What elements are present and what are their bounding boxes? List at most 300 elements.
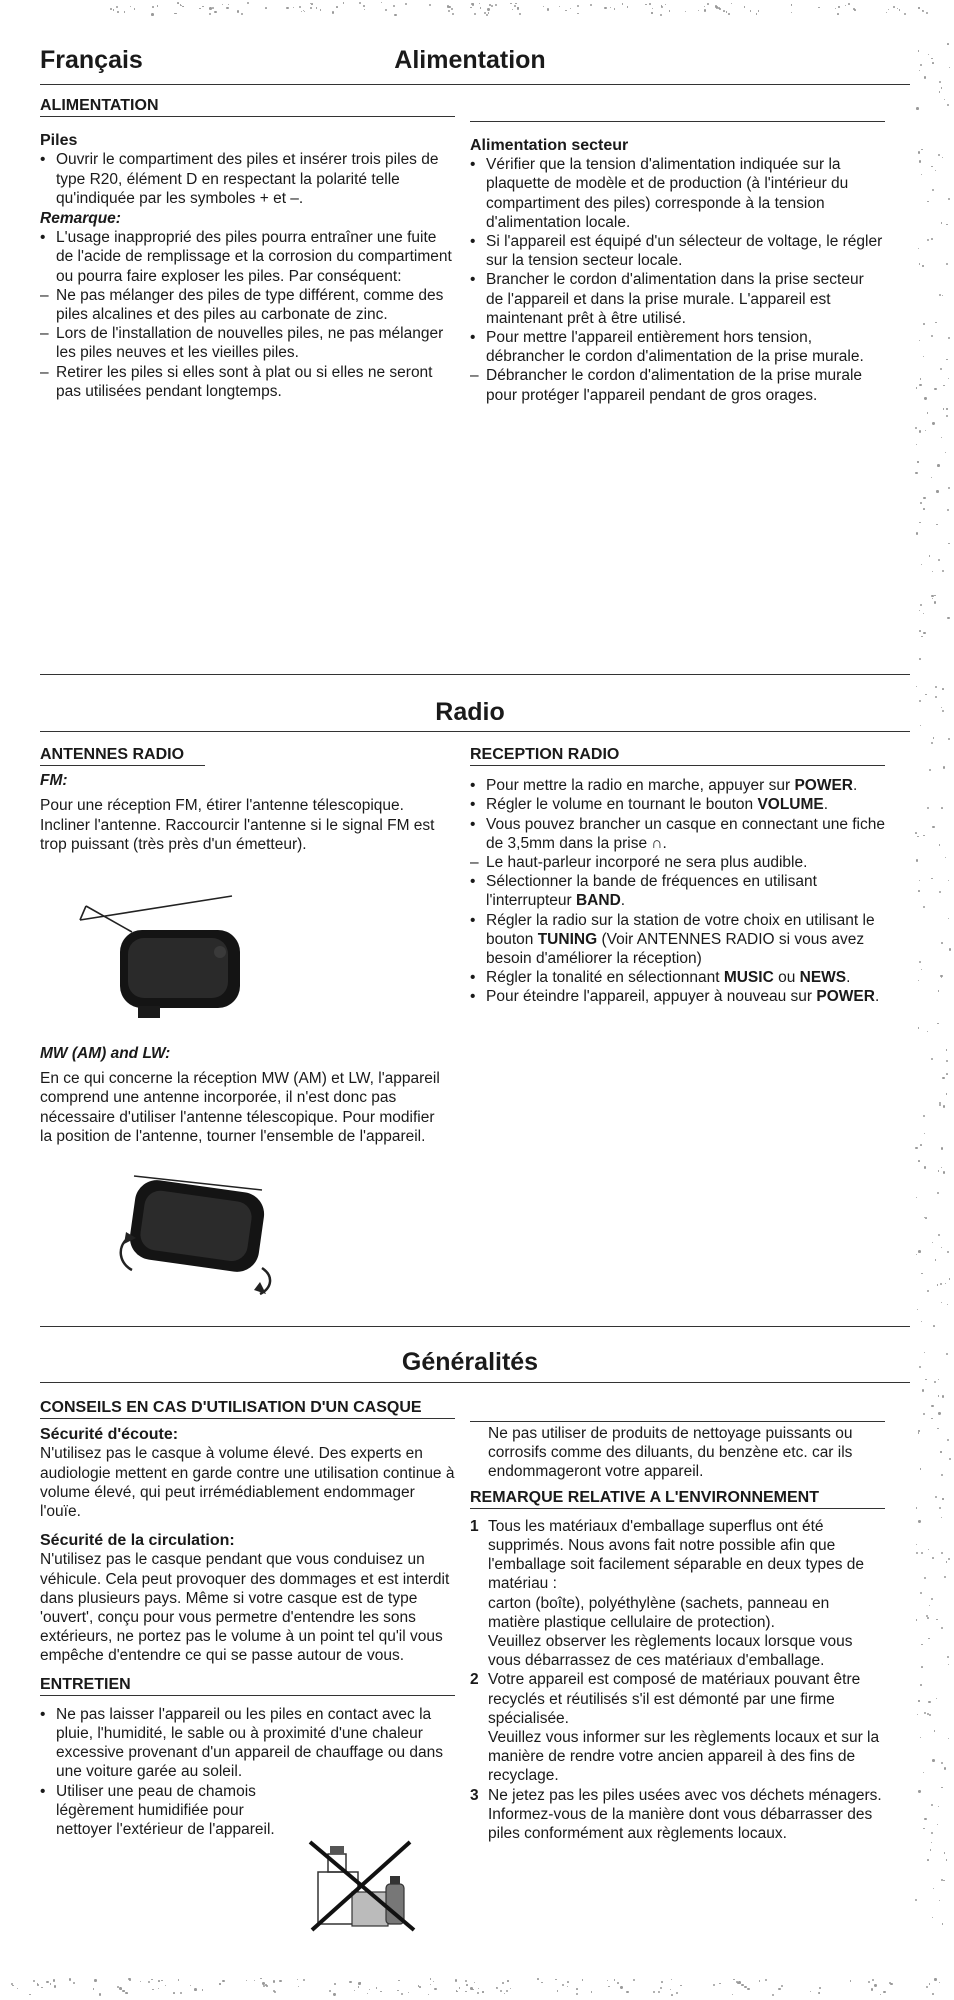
list-item: • Ouvrir le compartiment des piles et insérer trois piles de type R20, élément D en respectant la polarité telle qu'indiquée par les symboles + et –.	[40, 151, 439, 207]
speck	[939, 294, 941, 296]
speck	[920, 725, 921, 726]
speck	[698, 10, 699, 11]
list-item: • Régler le volume en tournant le bouton VOLUME.	[470, 796, 829, 814]
speck	[781, 1985, 783, 1987]
speck	[576, 1993, 579, 1996]
speck	[474, 1982, 475, 1983]
speck	[934, 1381, 936, 1383]
circulation-title: Sécurité de la circulation:	[40, 1532, 235, 1550]
mw-text: En ce qui concerne la réception MW (AM) et LW, l'appareil comprend une antenne incorporée, il n'est donc pas nécessaire d'utiliser l'antenne télescopique. Pour modifier la position de l'antenne, tourner l'ensemble de l'appareil.	[40, 1070, 440, 1145]
speck	[932, 1759, 935, 1762]
speck	[931, 742, 933, 744]
speck	[921, 1666, 923, 1668]
speck	[930, 1849, 932, 1851]
speck	[547, 8, 550, 11]
list-item: • Pour éteindre l'appareil, appuyer à nouveau sur POWER.	[470, 988, 880, 1006]
list-item: • Pour mettre la radio en marche, appuyer sur POWER.	[470, 777, 858, 795]
environnement-column	[470, 1424, 885, 1843]
speck	[293, 7, 294, 8]
speck	[29, 1994, 31, 1996]
speck	[942, 710, 944, 712]
speck	[927, 1617, 929, 1619]
speck	[868, 1981, 870, 1983]
speck	[733, 1979, 734, 1980]
speck	[932, 189, 934, 191]
ecoute-title: Sécurité d'écoute:	[40, 1426, 179, 1444]
speck	[938, 990, 940, 992]
speck	[918, 1700, 919, 1701]
speck	[818, 1992, 820, 1994]
speck	[478, 1988, 479, 1989]
speck	[845, 5, 846, 6]
speck	[747, 1988, 749, 1990]
speck	[50, 1983, 52, 1985]
speck	[942, 1923, 943, 1924]
radio-mw-illustration	[112, 1168, 282, 1298]
alimentation-right-column	[470, 136, 885, 405]
speck	[920, 1592, 922, 1594]
entretien-continued-text: Ne pas utiliser de produits de nettoyage puissants ou corrosifs comme des diluants, du benzène etc. car ils endommageront votre appareil.	[488, 1425, 853, 1481]
speck	[486, 14, 488, 16]
speck	[935, 696, 937, 698]
speck	[938, 1379, 939, 1380]
speck	[922, 265, 923, 266]
speck	[428, 1994, 429, 1995]
speck	[938, 154, 940, 156]
speck	[948, 337, 950, 339]
speck	[130, 6, 132, 8]
speck	[916, 1544, 917, 1545]
speck	[653, 1991, 655, 1993]
alimentation-heading: ALIMENTATION	[40, 96, 455, 117]
speck	[927, 1290, 929, 1292]
speck	[719, 8, 721, 10]
speck	[222, 1980, 224, 1982]
speck	[567, 1981, 569, 1983]
language-label: Français	[40, 46, 143, 74]
speck	[941, 1517, 942, 1518]
speck	[921, 1644, 922, 1645]
speck	[893, 6, 895, 8]
speck	[924, 1818, 927, 1821]
speck	[938, 1234, 940, 1236]
speck	[465, 1991, 467, 1993]
speck	[408, 1992, 409, 1993]
speck	[943, 1105, 946, 1108]
speck	[110, 8, 112, 10]
casque-column	[40, 1398, 455, 1839]
speck	[94, 1979, 96, 1981]
speck	[465, 1980, 467, 1982]
speck	[918, 1027, 919, 1028]
speck	[933, 1888, 934, 1889]
speck	[916, 686, 917, 687]
speck	[916, 1254, 917, 1255]
speck	[945, 452, 946, 453]
speck	[941, 1147, 943, 1149]
section-title-alimentation: Alimentation	[394, 46, 546, 74]
speck	[430, 1984, 431, 1985]
speck	[316, 7, 318, 9]
speck	[116, 6, 118, 8]
speck	[11, 1983, 13, 1985]
speck	[652, 8, 653, 9]
speck	[704, 6, 705, 7]
speck	[219, 1983, 220, 1984]
speck	[936, 524, 938, 526]
speck	[926, 12, 928, 14]
speck	[923, 497, 926, 500]
speck	[543, 6, 544, 7]
speck	[921, 149, 922, 150]
speck	[931, 1842, 933, 1844]
speck	[728, 13, 730, 15]
speck	[918, 151, 920, 153]
column-rule	[470, 121, 885, 122]
speck	[927, 201, 929, 203]
speck	[157, 5, 159, 7]
speck	[918, 1432, 919, 1433]
speck	[334, 1983, 336, 1985]
speck	[848, 3, 850, 5]
speck	[928, 1701, 930, 1703]
speck	[943, 766, 945, 768]
list-item: • Utiliser une peau de chamois légèrement humidifiée pour nettoyer l'extérieur de l'appareil.	[40, 1782, 275, 1839]
speck	[466, 1984, 468, 1986]
speck	[661, 6, 663, 8]
speck	[419, 1986, 421, 1988]
speck	[921, 636, 922, 637]
speck	[514, 5, 516, 7]
speck	[931, 1832, 933, 1834]
speck	[919, 384, 921, 386]
alimentation-left-column	[40, 96, 455, 401]
speck	[651, 12, 652, 13]
speck	[920, 378, 921, 379]
speck	[614, 1979, 616, 1981]
speck	[938, 1806, 939, 1807]
speck	[883, 1991, 885, 1993]
list-item: – Ne pas mélanger des piles de type différent, comme des piles alcalines et des piles au carbonate de zinc.	[40, 286, 444, 324]
list-item: • Ne pas laisser l'appareil ou les piles en contact avec la pluie, l'humidité, le sable ou à proximité d'une chaleur excessive provenant d'un appareil de chauffage ou dans une voiture garée au soleil.	[40, 1705, 444, 1781]
speck	[942, 157, 943, 158]
entretien-heading: ENTRETIEN	[40, 1675, 455, 1696]
speck	[500, 1990, 502, 1992]
speck	[194, 1988, 197, 1991]
speck	[369, 1989, 370, 1990]
speck	[925, 694, 926, 695]
speck	[931, 477, 932, 478]
speck	[937, 1428, 938, 1429]
section-rule-radio	[40, 674, 910, 675]
speck	[946, 1859, 947, 1860]
speck	[124, 11, 126, 13]
speck	[927, 1859, 929, 1861]
speck	[945, 857, 946, 858]
speck	[944, 1767, 946, 1769]
speck	[765, 1979, 767, 1981]
speck	[923, 835, 924, 836]
speck	[937, 1192, 939, 1194]
speck	[919, 160, 921, 162]
speck	[69, 1978, 71, 1980]
speck	[918, 1520, 920, 1522]
speck	[455, 1979, 457, 1981]
speck	[943, 408, 944, 409]
reception-heading: RECEPTION RADIO	[470, 745, 885, 766]
speck	[929, 1983, 931, 1985]
speck	[577, 13, 578, 14]
speck	[941, 1167, 942, 1168]
speck	[915, 1899, 917, 1901]
speck	[935, 1496, 937, 1498]
speck	[610, 7, 611, 8]
speck	[946, 263, 948, 265]
speck	[279, 1980, 281, 1982]
speck	[943, 1880, 944, 1881]
speck	[934, 595, 935, 596]
speck	[336, 6, 338, 8]
list-item: – Retirer les piles si elles sont à plat ou si elles ne seront pas utilisées pendant longtemps.	[40, 363, 433, 400]
speck	[333, 1993, 335, 1995]
list-item: • L'usage inapproprié des piles pourra entraîner une fuite de l'acide de remplissage et la corrosion du compartiment ou pourra faire exploser les piles. Par conséquent:	[40, 229, 452, 285]
speck	[495, 4, 497, 6]
speck	[929, 769, 931, 771]
speck	[915, 832, 917, 834]
speck	[173, 1992, 175, 1994]
speck	[931, 1804, 933, 1806]
speck	[433, 1981, 434, 1982]
speck	[919, 522, 921, 524]
speck	[942, 1077, 944, 1079]
speck	[947, 104, 949, 106]
speck	[756, 13, 758, 15]
speck	[928, 1549, 929, 1550]
speck	[393, 5, 395, 7]
speck	[932, 1557, 934, 1559]
speck	[923, 1413, 925, 1415]
speck	[941, 977, 942, 978]
speck	[919, 263, 920, 264]
speck	[931, 1058, 933, 1060]
speck	[507, 1980, 508, 1981]
speck	[942, 295, 943, 296]
speck	[941, 707, 942, 708]
speck	[918, 1430, 919, 1431]
speck	[933, 1325, 935, 1327]
speck	[502, 1982, 504, 1984]
speck	[180, 1992, 182, 1994]
speck	[919, 880, 920, 881]
speck	[934, 388, 936, 390]
speck	[311, 3, 313, 5]
list-item: 2 Votre appareil est composé de matériaux pouvant être recyclés et réutilisés s'il est démonté par une firme spécialisée. Veuillez vous informer sur les règlements locaux et sur la manière de rendre votre ancien appareil à des fins de recyclage.	[470, 1671, 880, 1785]
speck	[381, 2, 382, 3]
speck	[923, 1828, 924, 1829]
speck	[541, 1982, 543, 1984]
speck	[938, 1395, 940, 1397]
speck	[916, 1552, 918, 1554]
speck	[919, 340, 920, 341]
speck	[661, 1981, 663, 1983]
speck	[510, 1988, 511, 1989]
environnement-list	[470, 1517, 885, 1843]
speck	[921, 1552, 923, 1554]
speck	[942, 688, 944, 690]
speck	[151, 1979, 153, 1981]
speck	[942, 1498, 943, 1499]
speck	[838, 6, 839, 7]
speck	[129, 1979, 131, 1981]
speck	[921, 1273, 922, 1274]
speck	[939, 1104, 941, 1106]
section-rule-generalites	[40, 1326, 910, 1327]
speck	[713, 1984, 715, 1986]
list-item: • Pour mettre l'appareil entièrement hors tension, débrancher le cordon d'alimentation de la prise murale.	[470, 329, 864, 366]
speck	[936, 490, 938, 492]
speck	[921, 564, 923, 566]
casque-heading: CONSEILS EN CAS D'UTILISATION D'UN CASQUE	[40, 1398, 455, 1419]
speck	[670, 1989, 671, 1990]
section-title-radio: Radio	[435, 698, 505, 726]
speck	[608, 1986, 610, 1988]
speck	[916, 859, 918, 861]
speck	[850, 1980, 852, 1982]
speck	[175, 13, 176, 14]
speck	[947, 1656, 949, 1658]
list-item: • Vérifier que la tension d'alimentation indiquée sur la plaquette de modèle et de production (à l'intérieur du compartiment des piles) corresponde à la tension d'alimentation locale.	[470, 156, 849, 231]
speck	[557, 1990, 558, 1991]
speck	[676, 1992, 678, 1994]
speck	[946, 415, 948, 417]
speck	[434, 1988, 437, 1991]
speck	[134, 8, 135, 9]
ecoute-text: N'utilisez pas le casque à volume élevé. Des experts en audiologie mettent en garde contre une utilisation continue à volume élevé, qui peut irrémédiablement endommager l'ouïe.	[40, 1445, 455, 1521]
speck	[385, 9, 387, 11]
speck	[298, 1986, 299, 1987]
speck	[919, 658, 921, 660]
speck	[332, 11, 334, 13]
speck	[202, 6, 203, 7]
speck	[518, 7, 520, 9]
speck	[152, 6, 154, 8]
speck	[929, 1714, 931, 1716]
speck	[888, 9, 889, 10]
fm-text: Pour une réception FM, étirer l'antenne télescopique. Incliner l'antenne. Raccourcir l'antenne si le signal FM est trop puissant (très près d'un émetteur).	[40, 797, 435, 853]
speck	[939, 1982, 941, 1984]
speck	[925, 430, 926, 431]
speck	[286, 7, 288, 9]
speck	[915, 1147, 917, 1149]
speck	[665, 4, 666, 5]
speck	[935, 1259, 937, 1261]
speck	[941, 437, 943, 439]
speck	[948, 543, 949, 544]
list-item: • Si l'appareil est équipé d'un sélecteur de voltage, le régler sur la tension secteur locale.	[470, 233, 883, 270]
speck	[183, 6, 184, 7]
speck	[367, 1993, 368, 1994]
speck	[582, 1979, 584, 1981]
speck	[915, 427, 917, 429]
speck	[937, 1284, 938, 1285]
speck	[819, 1987, 821, 1989]
speck	[916, 107, 919, 110]
speck	[202, 1989, 203, 1990]
speck	[620, 1986, 622, 1988]
speck	[932, 826, 934, 828]
speck	[178, 1979, 179, 1980]
speck	[946, 1049, 947, 1050]
speck	[430, 1978, 431, 1979]
speck	[299, 6, 301, 8]
speck	[680, 1985, 682, 1987]
speck	[758, 10, 759, 11]
fm-title: FM:	[40, 772, 68, 790]
speck	[343, 2, 345, 4]
speck	[199, 8, 201, 10]
speck	[946, 359, 947, 360]
speck	[591, 1991, 592, 1992]
speck	[226, 7, 228, 9]
speck	[750, 10, 751, 11]
piles-list	[40, 150, 455, 208]
speck	[260, 1978, 261, 1979]
speck	[943, 1171, 945, 1173]
speck	[922, 1389, 924, 1391]
speck	[915, 472, 918, 475]
speck	[948, 1738, 949, 1739]
remark-title: Remarque:	[40, 210, 121, 228]
speck	[941, 942, 943, 944]
speck	[874, 1984, 876, 1986]
speck	[940, 368, 942, 370]
speck	[934, 601, 936, 603]
speck	[477, 1992, 479, 1994]
speck	[941, 807, 943, 809]
speck	[918, 248, 919, 249]
speck	[649, 3, 651, 5]
speck	[920, 1468, 922, 1470]
speck	[924, 1133, 926, 1135]
speck	[671, 1979, 672, 1980]
speck	[923, 632, 925, 634]
speck	[918, 890, 920, 892]
speck	[946, 1073, 948, 1075]
speck	[937, 464, 940, 467]
speck	[948, 378, 949, 379]
speck	[927, 412, 929, 414]
speck	[405, 3, 407, 5]
speck	[744, 6, 746, 8]
speck	[899, 9, 901, 11]
speck	[707, 3, 709, 5]
speck	[148, 1981, 150, 1983]
speck	[923, 1772, 924, 1773]
speck	[941, 1552, 943, 1554]
speck	[921, 1321, 922, 1322]
speck	[214, 11, 216, 13]
speck	[947, 1439, 950, 1442]
speck	[932, 1917, 933, 1918]
speck	[932, 1242, 933, 1243]
speck	[916, 1197, 917, 1198]
list-item: • Brancher le cordon d'alimentation dans la prise secteur de l'appareil et dans la prise murale. L'appareil est maintenant prêt à être utilisé.	[470, 271, 864, 327]
reception-column	[470, 745, 885, 1007]
speck	[17, 1988, 18, 1989]
speck	[932, 422, 934, 424]
speck	[241, 13, 243, 15]
speck	[929, 555, 931, 557]
